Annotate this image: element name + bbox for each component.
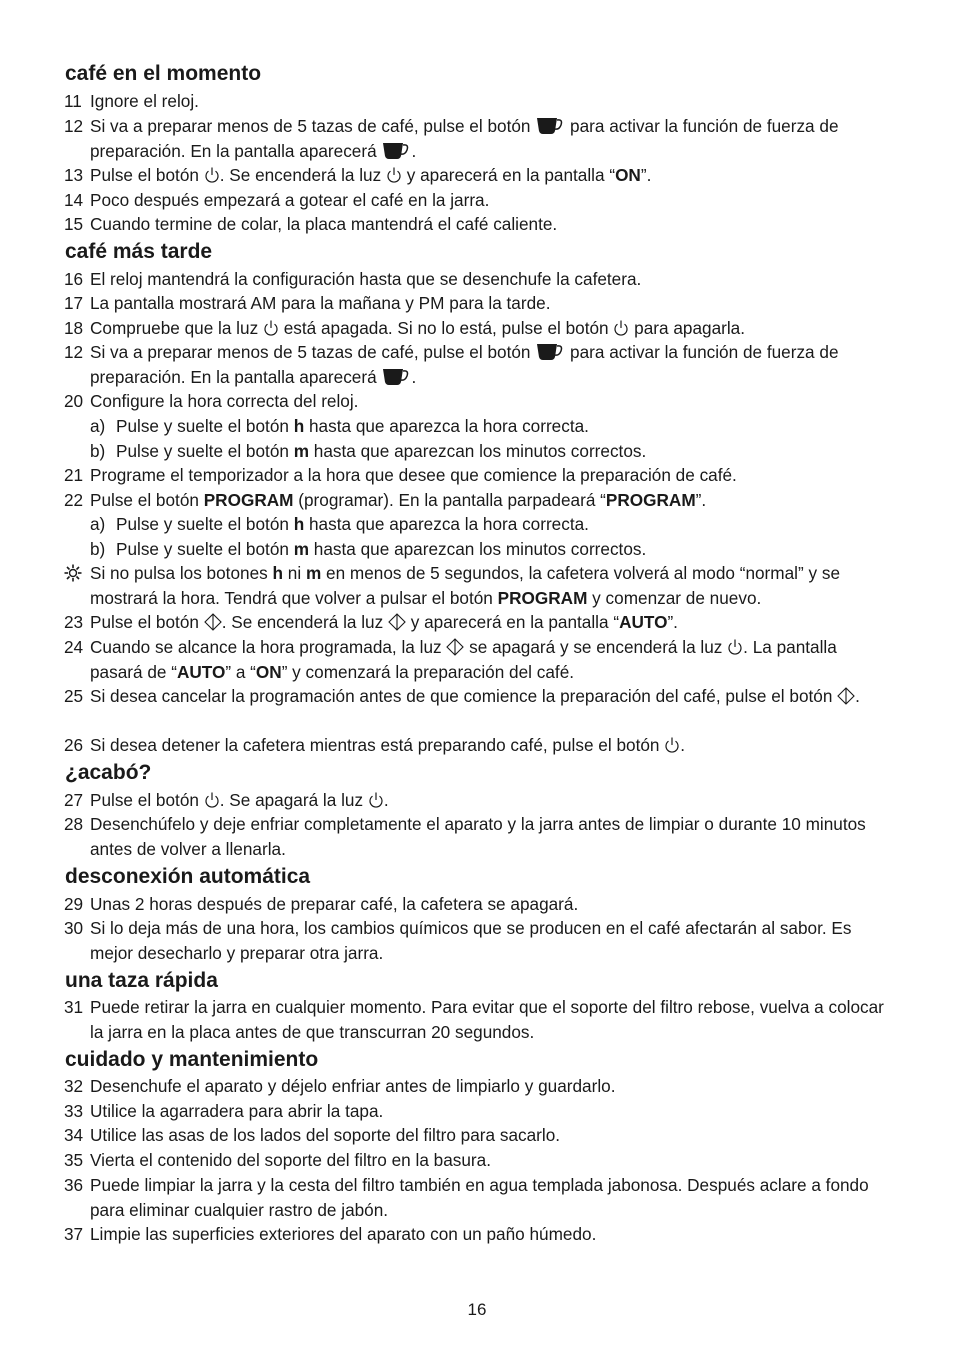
power-icon — [613, 319, 629, 337]
power-icon — [664, 736, 680, 754]
list-item: 24 Cuando se alcance la hora programada, la luz se apagará y se encenderá la luz . La pantalla pasará de “AUTO” a “ON” y comenzará la preparación del café. — [64, 637, 837, 682]
list-item: 21 Programe el temporizador a la hora que desee que comience la preparación de café. — [64, 465, 737, 485]
list-item: 20 Configure la hora correcta del reloj. — [64, 391, 359, 411]
list-item: 37 Limpie las superficies exteriores del aparato con un paño húmedo. — [64, 1224, 597, 1244]
power-icon — [204, 791, 220, 809]
list-item: 31 Puede retirar la jarra en cualquier momento. Para evitar que el soporte del filtro rebose, vuelva a colocar la jarra en la placa antes de que transcurran 20 segundos. — [64, 997, 884, 1042]
sun-warning-icon — [64, 564, 90, 589]
power-icon — [368, 791, 384, 809]
sub-item: a) Pulse y suelte el botón h hasta que aparezca la hora correcta. — [90, 416, 589, 436]
power-icon — [727, 638, 743, 656]
list-item: 11 Ignore el reloj. — [64, 91, 199, 111]
section-heading-acabo: ¿acabó? — [65, 761, 152, 784]
list-item: 28 Desenchúfelo y deje enfriar completamente el aparato y la jarra antes de limpiar o durante 10 minutos antes de volver a llenarla. — [64, 814, 866, 859]
list-item: 33 Utilice la agarradera para abrir la tapa. — [64, 1101, 384, 1121]
power-icon — [204, 166, 220, 184]
list-item: 34 Utilice las asas de los lados del soporte del filtro para sacarlo. — [64, 1125, 561, 1145]
power-icon — [386, 166, 402, 184]
list-item: 32 Desenchufe el aparato y déjelo enfriar antes de limpiarlo y guardarlo. — [64, 1076, 616, 1096]
strength-cup-icon — [535, 115, 565, 135]
sub-item: b) Pulse y suelte el botón m hasta que aparezcan los minutos correctos. — [90, 441, 647, 461]
strength-cup-icon — [535, 341, 565, 361]
auto-diamond-icon — [837, 687, 855, 705]
auto-diamond-icon — [204, 613, 222, 631]
list-item: 29 Unas 2 horas después de preparar café, la cafetera se apagará. — [64, 894, 579, 914]
list-item: 14 Poco después empezará a gotear el café en la jarra. — [64, 190, 490, 210]
list-item: 36 Puede limpiar la jarra y la cesta del filtro también en agua templada jabonosa. Después aclare a fondo para eliminar cualquier rastro de jabón. — [64, 1175, 869, 1220]
list-item: 25 Si desea cancelar la programación antes de que comience la preparación del café, pulse el botón . — [64, 686, 860, 706]
section-heading-momento: café en el momento — [65, 62, 262, 85]
strength-cup-icon — [381, 140, 411, 160]
section-heading-tarde: café más tarde — [65, 240, 213, 263]
note-item: Si no pulsa los botones h ni m en menos de 5 segundos, la cafetera volverá al modo “normal” y se mostrará la hora. Tendrá que volver a pulsar el botón PROGRAM y comenzar de nuevo. — [64, 561, 894, 610]
auto-diamond-icon — [388, 613, 406, 631]
auto-diamond-icon — [446, 638, 464, 656]
sub-item: a) Pulse y suelte el botón h hasta que aparezca la hora correcta. — [90, 514, 589, 534]
list-item: 18 Compruebe que la luz está apagada. Si no lo está, pulse el botón para apagarla. — [64, 318, 746, 338]
list-item: 13 Pulse el botón . Se encenderá la luz y aparecerá en la pantalla “ON”. — [64, 165, 652, 185]
page-number: 16 — [467, 1300, 487, 1319]
list-item: 22 Pulse el botón PROGRAM (programar). En la pantalla parpadeará “PROGRAM”. — [64, 490, 707, 510]
list-item: 35 Vierta el contenido del soporte del filtro en la basura. — [64, 1150, 491, 1170]
list-item: 27 Pulse el botón . Se apagará la luz . — [64, 790, 389, 810]
list-item: 12 Si va a preparar menos de 5 tazas de café, pulse el botón para activar la función de fuerza de preparación. En la pantalla aparecerá . — [64, 342, 839, 387]
list-item: 26 Si desea detener la cafetera mientras está preparando café, pulse el botón . — [64, 735, 686, 755]
list-item: 12 Si va a preparar menos de 5 tazas de café, pulse el botón para activar la función de fuerza de preparación. En la pantalla aparecerá . — [64, 116, 839, 161]
strength-cup-icon — [381, 366, 411, 386]
section-heading-cuidado: cuidado y mantenimiento — [65, 1048, 319, 1071]
list-item: 15 Cuando termine de colar, la placa mantendrá el café caliente. — [64, 214, 558, 234]
list-item: 17 La pantalla mostrará AM para la mañana y PM para la tarde. — [64, 293, 551, 313]
list-item: 23 Pulse el botón . Se encenderá la luz y aparecerá en la pantalla “AUTO”. — [64, 612, 678, 632]
list-item: 16 El reloj mantendrá la configuración hasta que se desenchufe la cafetera. — [64, 269, 642, 289]
list-item: 30 Si lo deja más de una hora, los cambios químicos que se producen en el café afectarán al sabor. Es mejor desecharlo y preparar otra jarra. — [64, 918, 852, 963]
section-heading-taza: una taza rápida — [65, 969, 218, 992]
section-heading-desconexion: desconexión automática — [65, 865, 311, 888]
power-icon — [263, 319, 279, 337]
sub-item: b) Pulse y suelte el botón m hasta que aparezcan los minutos correctos. — [90, 539, 647, 559]
